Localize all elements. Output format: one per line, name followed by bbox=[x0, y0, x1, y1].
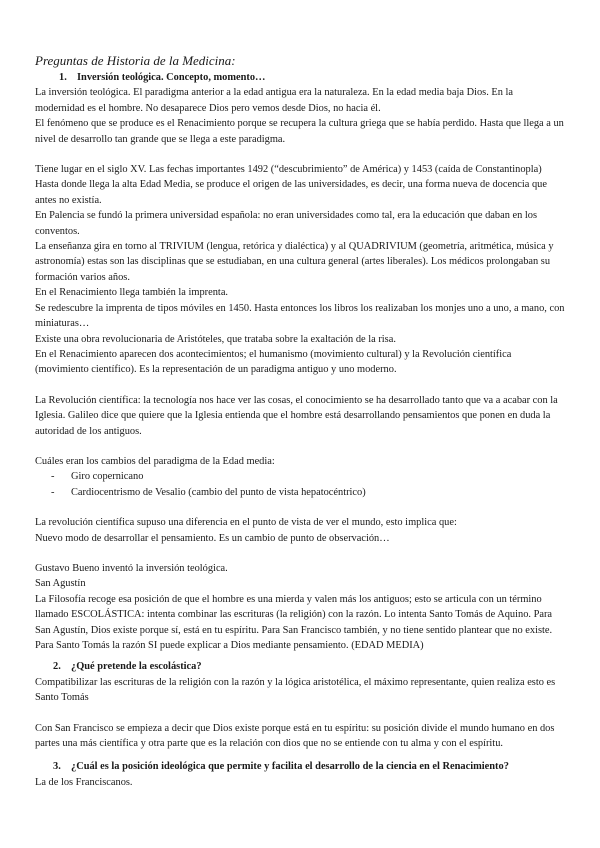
spacer bbox=[35, 439, 565, 454]
question-1-number: 1. bbox=[59, 72, 67, 83]
question-3-title: ¿Cuál es la posición ideológica que permite y facilita el desarrollo de la ciencia en el Renacimiento? bbox=[71, 761, 509, 773]
paragraph: La de los Franciscanos. bbox=[35, 776, 133, 788]
question-3-heading bbox=[35, 759, 565, 774]
paragraph: En el Renacimiento aparecen dos acontecimientos; el humanismo (movimiento cultural) y la Revolución científica (movimiento científico). Es la representación de un paradigma antiguo y uno moderno. bbox=[35, 348, 512, 376]
list-intro: Cuáles eran los cambios del paradigma de la Edad media: bbox=[35, 455, 275, 467]
list-item: - Cardiocentrismo de Vesalio (cambio del punto de vista hepatocéntrico) bbox=[51, 485, 565, 500]
spacer bbox=[35, 147, 565, 162]
paragraph: Nuevo modo de desarrollar el pensamiento. Es un cambio de punto de observación… bbox=[35, 532, 390, 544]
paragraph: Con San Francisco se empieza a decir que Dios existe porque está en tu espíritu: su posición divide el mundo humano en dos partes una más científica y otra parte que es la relación con dios que no se entiende con tu alma y con el espíritu. bbox=[35, 722, 555, 750]
spacer bbox=[35, 378, 565, 393]
question-2-heading bbox=[35, 659, 565, 674]
list-item: - Giro copernicano bbox=[51, 469, 565, 484]
question-1-heading bbox=[35, 70, 565, 85]
question-2-number: 2. bbox=[53, 661, 61, 673]
document-title: Preguntas de Historia de la Medicina: bbox=[35, 53, 236, 68]
paragraph: Compatibilizar las escrituras de la religión con la razón y la lógica aristotélica, el máximo representante, quien realiza esto es Santo Tomás bbox=[35, 676, 556, 704]
paragraph: En Palencia se fundó la primera universidad española: no eran universidades como tal, era la educación que daban en los conventos. bbox=[35, 210, 538, 237]
paragraph: Tiene lugar en el siglo XV. Las fechas importantes 1492 (“descubrimiento” de América) y 1453 (caída de Constantinopla) bbox=[35, 164, 542, 176]
paragraph: Gustavo Bueno inventó la inversión teológica. bbox=[35, 562, 228, 574]
question-3-number: 3. bbox=[53, 761, 61, 773]
document-body bbox=[35, 52, 565, 790]
paragraph: Existe una obra revolucionaria de Aristóteles, que trataba sobre la exaltación de la risa. bbox=[35, 333, 396, 345]
spacer bbox=[35, 706, 565, 721]
paragraph: El fenómeno que se produce es el Renacimiento porque se recupera la cultura griega que se había perdido. Hasta que llega a un nivel de desarrollo tan grande que se llega a este paradigma. bbox=[35, 118, 564, 145]
paragraph: Se redescubre la imprenta de tipos móviles en 1450. Hasta entonces los libros los realizaban los monjes uno a uno, a mano, con miniaturas… bbox=[35, 302, 565, 330]
spacer bbox=[35, 546, 565, 561]
paragraph: La inversión teológica. El paradigma anterior a la edad antigua era la naturaleza. En la edad media baja Dios. En la modernidad es el hombre. No desaparece Dios pero vemos desde Dios, no hacia él. bbox=[35, 87, 514, 114]
question-2-title: ¿Qué pretende la escolástica? bbox=[71, 661, 202, 673]
question-1-title: Inversión teológica. Concepto, momento… bbox=[77, 72, 266, 83]
paragraph: En el Renacimiento llega también la imprenta. bbox=[35, 287, 229, 299]
paragraph: La revolución científica supuso una diferencia en el punto de vista de ver el mundo, esto implica que: bbox=[35, 517, 457, 529]
dash-list bbox=[35, 469, 565, 500]
paragraph: La Revolución científica: la tecnología nos hace ver las cosas, el conocimiento se ha desarrollado tanto que va a acabar con la Iglesia. Galileo dice que quiere que la Iglesia entienda que el hombre está desarrollando pensamientos que ponen en duda la autoridad de los antiguos. bbox=[35, 394, 558, 437]
paragraph: La enseñanza gira en torno al TRIVIUM (lengua, retórica y dialéctica) y al QUADRIVIUM (geometría, aritmética, música y astronomía) estas son las disciplinas que se estudiaban, en una cultura general (artes liberales). Los médicos prolongaban su formación varios años. bbox=[35, 241, 554, 283]
paragraph: San Agustín bbox=[35, 578, 86, 590]
spacer bbox=[35, 500, 565, 515]
paragraph: Hasta donde llega la alta Edad Media, se produce el origen de las universidades, es decir, una forma nueva de docencia que antes no existía. bbox=[35, 179, 547, 206]
paragraph: La Filosofía recoge esa posición de que el hombre es una mierda y valen más los antiguos; esto se articula con un término llamado ESCOLÁSTICA: intenta combinar las escrituras (la religión) con la razón. Lo intenta Santo Tomás de Aquino. Para San Agustín, Dios existe porque sí, está en tu espíritu. Para San Francisco también, y no tiene sentido plantear que no existe. Para Santo Tomás la razón SI puede explicar a Dios mediante pensamiento. (EDAD MEDIA) bbox=[35, 593, 553, 651]
